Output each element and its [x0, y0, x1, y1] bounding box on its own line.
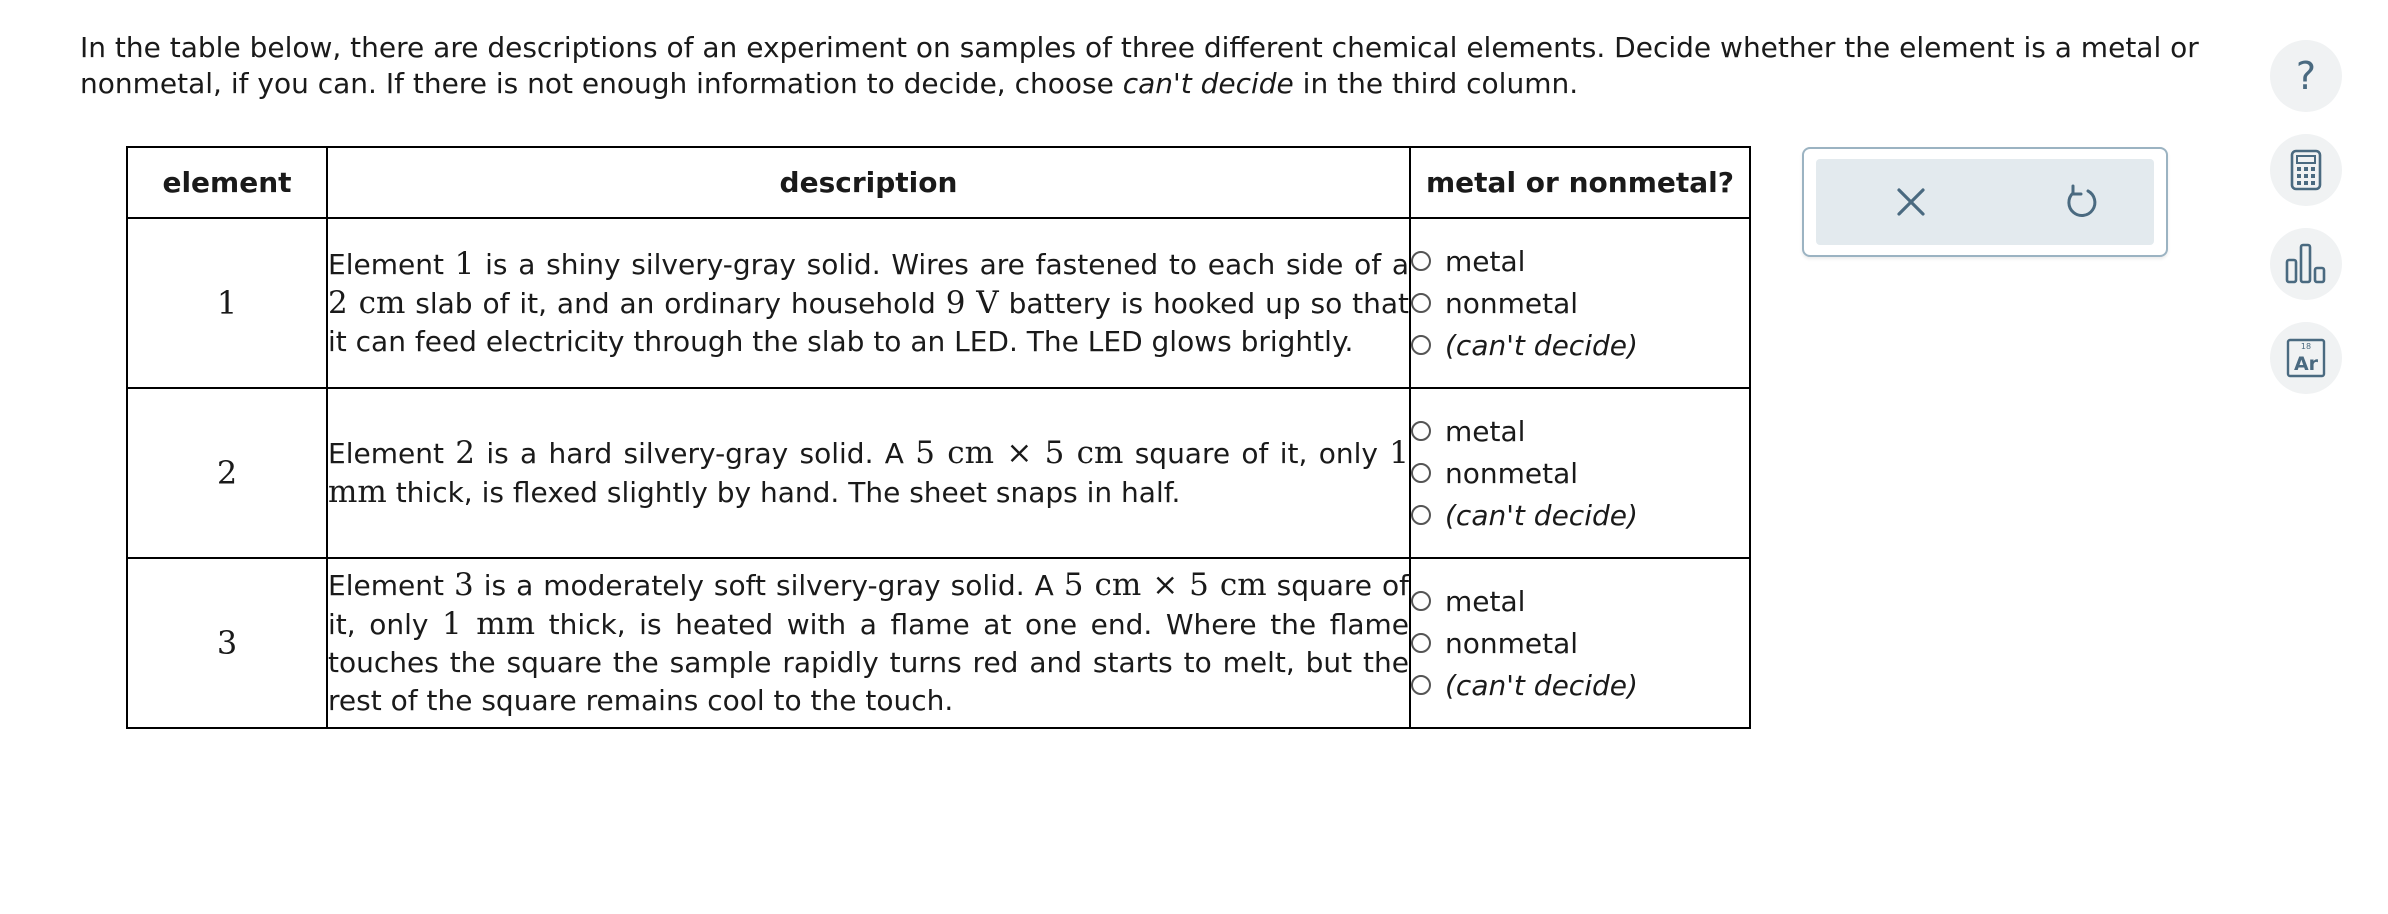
radio-button[interactable]	[1411, 463, 1431, 483]
option-cant-decide[interactable]: (can't decide)	[1411, 324, 1749, 366]
undo-icon	[2056, 177, 2106, 227]
radio-button[interactable]	[1411, 633, 1431, 653]
undo-button[interactable]	[2056, 177, 2106, 227]
radio-button[interactable]	[1411, 251, 1431, 271]
option-nonmetal[interactable]: nonmetal	[1411, 452, 1749, 494]
radio-button[interactable]	[1411, 505, 1431, 525]
option-nonmetal[interactable]: nonmetal	[1411, 622, 1749, 664]
periodic-table-icon	[2270, 322, 2342, 394]
option-metal[interactable]: metal	[1411, 580, 1749, 622]
table-row	[127, 558, 1750, 728]
svg-text:18: 18	[2300, 342, 2312, 351]
radio-button[interactable]	[1411, 293, 1431, 313]
element-table	[126, 146, 1751, 729]
calculator-button[interactable]	[2270, 134, 2342, 206]
element-number: 1	[127, 218, 327, 388]
cant-decide-emphasis: can't decide	[1122, 67, 1294, 100]
help-button[interactable]	[2270, 40, 2342, 112]
element-number: 2	[127, 388, 327, 558]
answer-toolbox	[1802, 147, 2168, 257]
answer-options	[1410, 388, 1750, 558]
toolbox-panel	[1816, 159, 2154, 245]
chart-button[interactable]	[2270, 228, 2342, 300]
question-mark-icon: ?	[2295, 54, 2317, 98]
element-description: Element 2 is a hard silvery-gray solid. A 5 cm × 5 cm square of it, only 1 mm thick, is flexed slightly by hand. The sheet snaps in half.	[327, 388, 1410, 558]
element-description: Element 1 is a shiny silvery-gray solid. Wires are fastened to each side of a 2 cm slab of it, and an ordinary household 9 V battery is hooked up so that it can feed electricity through the slab to an LED. The LED glows brightly.	[327, 218, 1410, 388]
option-cant-decide[interactable]: (can't decide)	[1411, 494, 1749, 536]
bar-chart-icon	[2270, 228, 2342, 300]
radio-button[interactable]	[1411, 335, 1431, 355]
answer-options	[1410, 558, 1750, 728]
svg-text:Ar: Ar	[2293, 353, 2319, 375]
table-row	[127, 218, 1750, 388]
radio-button[interactable]	[1411, 421, 1431, 441]
table-row	[127, 388, 1750, 558]
periodic-table-button[interactable]	[2270, 322, 2342, 394]
option-nonmetal[interactable]: nonmetal	[1411, 282, 1749, 324]
option-metal[interactable]: metal	[1411, 410, 1749, 452]
option-cant-decide[interactable]: (can't decide)	[1411, 664, 1749, 706]
element-description: Element 3 is a moderately soft silvery-gray solid. A 5 cm × 5 cm square of it, only 1 mm thick, is heated with a flame at one end. Where the flame touches the square the sample rapidly turns red and starts to melt, but the rest of the square remains cool to the touch.	[327, 558, 1410, 728]
x-icon	[1886, 177, 1936, 227]
clear-button[interactable]	[1886, 177, 1936, 227]
table-header-row	[127, 147, 1750, 218]
radio-button[interactable]	[1411, 591, 1431, 611]
element-number: 3	[127, 558, 327, 728]
option-metal[interactable]: metal	[1411, 240, 1749, 282]
calculator-icon	[2270, 134, 2342, 206]
answer-options	[1410, 218, 1750, 388]
header-description: description	[327, 147, 1410, 218]
header-metal-or-nonmetal: metal or nonmetal?	[1410, 147, 1750, 218]
question-prompt: In the table below, there are descriptions of an experiment on samples of three different chemical elements. Decide whether the element is a metal or nonmetal, if you can. If there is not enough information to decide, choose can't decide in the third column.	[80, 31, 2199, 100]
header-element: element	[127, 147, 327, 218]
radio-button[interactable]	[1411, 675, 1431, 695]
